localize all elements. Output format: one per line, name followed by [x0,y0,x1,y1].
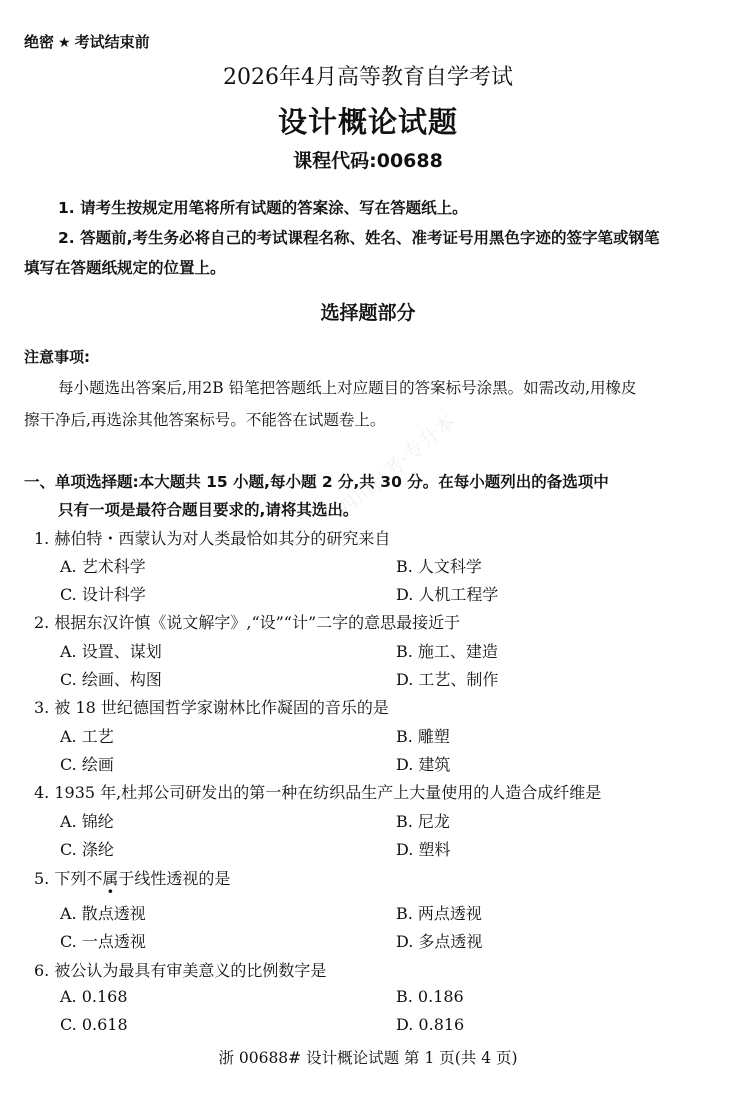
instruction-2-cont: 填写在答题纸规定的位置上。 [24,259,226,277]
watermark: 四川自考·专升本 [332,408,461,522]
subject-title: 设计概论试题 [277,105,458,139]
question-stem: 3. 被 18 世纪德国哲学家谢林比作凝固的音乐的是 [34,698,389,717]
option-c: C. 一点透视 [60,932,146,951]
question-stem: 4. 1935 年,杜邦公司研发出的第一种在纺织品生产上大量使用的人造合成纤维是 [34,783,602,802]
notice-title: 注意事项: [24,348,90,366]
question-stem-pre: 5. 下列 [34,869,87,888]
question-stem [34,866,230,889]
option-b: B. 人文科学 [396,557,482,576]
option-d: D. 塑料 [396,840,451,859]
question-stem: 1. 赫伯特・西蒙认为对人类最恰如其分的研究来自 [34,529,391,548]
option-d: D. 人机工程学 [396,585,499,604]
star-icon: ★ [58,35,71,51]
notice-line-2: 擦干净后,再选涂其他答案标号。不能答在试题卷上。 [24,411,386,429]
option-d: D. 建筑 [396,755,451,774]
option-a: A. 0.168 [60,987,128,1006]
confidential-text: 绝密 [24,33,55,51]
before-exam-end-text: 考试结束前 [74,33,150,51]
option-c: C. 涤纶 [60,840,114,859]
option-b: B. 施工、建造 [396,642,498,661]
option-d: D. 工艺、制作 [396,670,499,689]
part-one-heading-cont: 只有一项是最符合题目要求的,请将其选出。 [58,501,359,519]
option-c: C. 0.618 [60,1015,128,1034]
question-stem: 6. 被公认为最具有审美意义的比例数字是 [34,961,327,980]
option-c: C. 绘画、构图 [60,670,162,689]
part-one-heading: 一、单项选择题:本大题共 15 小题,每小题 2 分,共 30 分。在每小题列出的备选项中 [24,473,609,491]
option-b: B. 尼龙 [396,812,450,831]
option-c: C. 绘画 [60,755,114,774]
option-a: A. 锦纶 [60,812,114,831]
exam-title: 2026年4月高等教育自学考试 [223,65,513,90]
page-footer: 浙 00688# 设计概论试题 第 1 页(共 4 页) [218,1049,518,1067]
section-title: 选择题部分 [320,302,416,324]
option-a: A. 工艺 [60,727,114,746]
option-b: B. 0.186 [396,987,464,1006]
option-a: A. 设置、谋划 [60,642,162,661]
confidential-label [24,31,150,52]
notice-line-1: 每小题选出答案后,用2B 铅笔把答题纸上对应题目的答案标号涂黑。如需改动,用橡皮 [58,379,637,397]
option-b: B. 雕塑 [396,727,450,746]
option-c: C. 设计科学 [60,585,146,604]
option-b: B. 两点透视 [396,904,482,923]
instruction-2: 2. 答题前,考生务必将自己的考试课程名称、姓名、准考证号用黑色字迹的签字笔或钢笔 [58,229,660,247]
option-d: D. 多点透视 [396,932,483,951]
course-code: 课程代码:00688 [293,150,443,172]
option-a: A. 艺术科学 [60,557,146,576]
question-stem: 2. 根据东汉许慎《说文解字》,“设”“计”二字的意思最接近于 [34,613,461,632]
option-d: D. 0.816 [396,1015,465,1034]
instruction-1: 1. 请考生按规定用笔将所有试题的答案涂、写在答题纸上。 [58,199,468,217]
emphasis-not: 不属于 [86,869,135,888]
question-stem-post: 线性透视的是 [134,869,231,888]
option-a: A. 散点透视 [60,904,146,923]
